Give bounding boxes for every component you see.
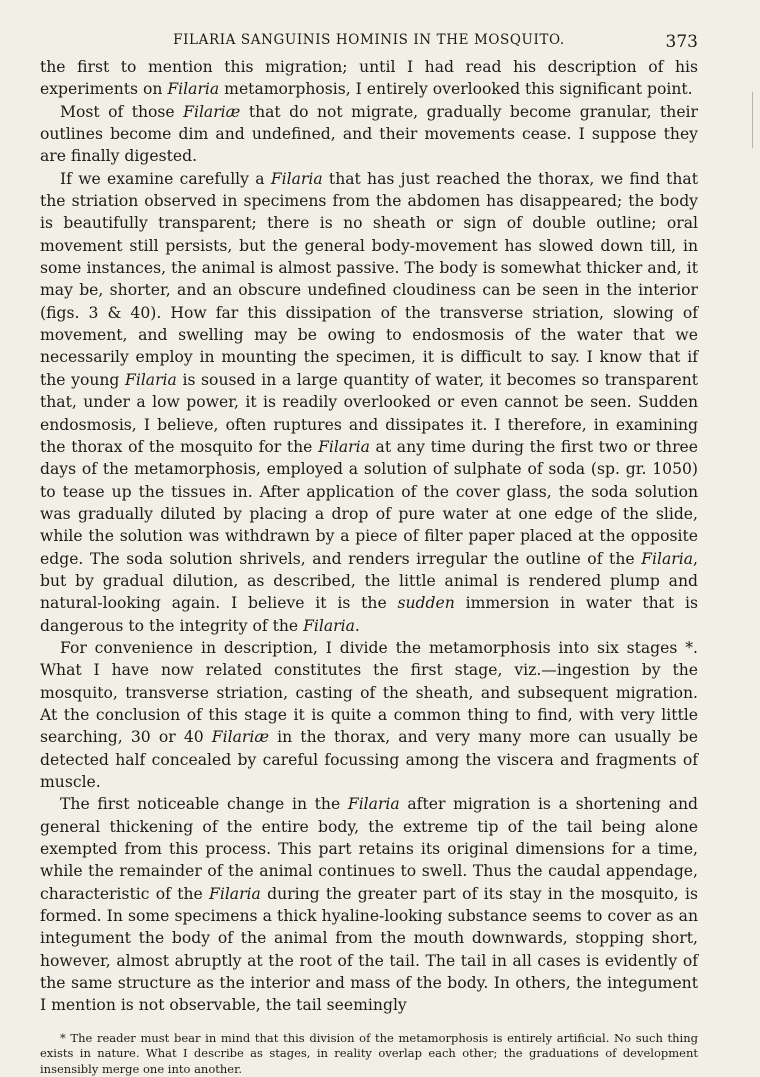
paragraph <box>40 793 698 1016</box>
text-run: in the thorax, and very many more can usually be detected half concealed by careful focussing among the viscera and fragments of muscle. <box>40 728 698 791</box>
body-text <box>40 56 698 1017</box>
page-number: 373 <box>665 32 698 52</box>
italic-term: Filaria <box>318 437 370 456</box>
text-run: . <box>354 616 360 635</box>
italic-term: Filaria <box>209 884 261 903</box>
paragraph <box>40 101 698 168</box>
text-run: that do not migrate, gradually become granular, their outlines become dim and undefined, and their movements cease. I suppose they are finally digested. <box>40 102 698 166</box>
text-run: Most of those <box>60 102 184 121</box>
text-run: , but by gradual dilution, as described, the little animal is rendered plump and natural-looking again. I believe it is the <box>40 549 698 613</box>
italic-term: sudden <box>397 594 455 613</box>
text-run: The first noticeable change in the <box>60 795 348 814</box>
text-run: during the greater part of its stay in the mosquito, is formed. In some specimens a thick hyaline-looking substance seems to cover as an integument the body of the animal from the mouth downwards, stopping short, however, almost abruptly at the root of the tail. The tail in all cases is evidently of the same structure as the interior and mass of the body. In others, the integument I mention is not observable, the tail seemingly <box>40 884 698 1015</box>
italic-term: Filariæ <box>183 102 241 121</box>
paragraph <box>40 637 698 793</box>
text-run: metamorphosis, I entirely overlooked this significant point. <box>219 80 693 99</box>
paragraph <box>40 168 698 637</box>
text-run: For convenience in description, I divide the metamorphosis into six stages *. What I have now related constitutes the first stage, viz.—ingestion by the mosquito, transverse striation, casting of the sheath, and subsequent migration. At the conclusion of this stage it is quite a common thing to find, with very little searching, 30 or 40 <box>40 638 698 747</box>
italic-term: Filaria <box>167 80 220 99</box>
italic-term: Filaria <box>270 169 323 188</box>
italic-term: Filaria <box>303 616 355 635</box>
italic-term: Filaria <box>347 795 400 814</box>
italic-term: Filariæ <box>211 728 269 747</box>
text-run: after migration is a shortening and general thickening of the entire body, the extreme tip of the tail being alone exempted from this process. This part retains its original dimensions for a time, while the remainder of the animal continues to swell. Thus the caudal appendage, characteristic of the <box>40 795 699 903</box>
italic-term: Filaria <box>641 549 694 568</box>
text-run: the first to mention this migration; until I had read his description of his experiments on <box>40 58 698 99</box>
running-title: FILARIA SANGUINIS HOMINIS IN THE MOSQUITO. <box>173 32 565 48</box>
paragraph <box>40 56 698 101</box>
text-run: immersion in water that is dangerous to the integrity of the <box>40 594 698 635</box>
italic-term: Filaria <box>125 370 177 389</box>
text-run: If we examine carefully a <box>60 169 271 188</box>
margin-pencil-mark <box>752 92 753 148</box>
text-run: that has just reached the thorax, we find that the striation observed in specimens from the abdomen has disappeared; the body is beautifully transparent; there is no sheath or sign of double outline; oral movement still persists, but the general body-movement has slowed down till, in some instances, the animal is almost passive. The body is somewhat thicker and, it may be, shorter, and an obscure undefined cloudiness can be seen in the interior (figs. 3 & 40). How far this dissipation of the transverse striation, slowing of movement, and swelling may be owing to endosmosis of the water that we necessarily employ in mounting the specimen, it is difficult to say. I know that if the young <box>40 169 698 389</box>
text-run: is soused in a large quantity of water, it becomes so transparent that, under a low power, it is readily overlooked or even cannot be seen. Sudden endosmosis, I believe, often ruptures and dissipates it. I therefore, in examining the thorax of the mosquito for the <box>40 370 698 456</box>
footnote-text: * The reader must bear in mind that this division of the metamorphosis is entirely artificial. No such thing exists in nature. What I describe as stages, in reality overlap each other; the graduations of development insensibly merge one into another. <box>40 1030 698 1076</box>
footnote <box>40 1031 698 1077</box>
text-run: at any time during the first two or three days of the metamorphosis, employed a solution of sulphate of soda (sp. gr. 1050) to tease up the tissues in. After application of the cover glass, the soda solution was gradually diluted by placing a drop of pure water at one edge of the slide, while the solution was withdrawn by a piece of filter paper placed at the opposite edge. The soda solution shrivels, and renders irregular the outline of the <box>40 437 698 568</box>
page-header <box>40 18 698 52</box>
